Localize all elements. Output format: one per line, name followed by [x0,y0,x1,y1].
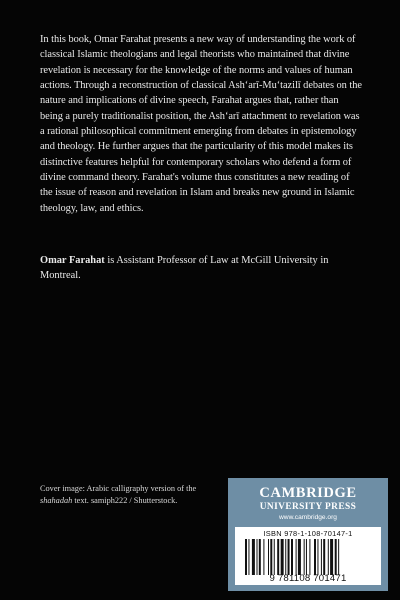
author-bio [40,253,362,284]
barcode-bar [317,539,318,575]
barcode-panel [235,527,381,585]
barcode-bar [309,539,310,575]
barcode-bar [335,539,337,575]
barcode-number: 9 781108 701471 [269,573,347,584]
barcode-bar [306,539,307,575]
credit-italic: shahadah [40,496,73,506]
barcode-bar [291,539,293,575]
back-cover-blurb: In this book, Omar Farahat presents a new way of understanding the work of classical Islamic theologians and legal theorists who maintained that divine revelation is necessary for the knowledge of the norms and values of human actions. Through a reconstruction of classical Ash‘arī-Mu‘tazilī debates on the nature and implications of divine speech, Farahat argues that, rather than being a purely traditionalist position, the Ash‘arī attachment to revelation was a rational philosophical commitment emerging from debates in epistemology and theology. He further argues that the particularity of this model makes its distinctive features helpful for contemporary scholars who defend a form of divine command theory. Farahat's volume thus constitutes a new reading of the issue of reason and revelation in Islam and breaks new ground in Islamic theology, law, and ethics. [40,34,362,214]
cover-image-credit [40,483,210,507]
barcode-bar [321,539,322,575]
barcode-bar [323,539,325,575]
barcode-bar [285,539,286,575]
barcode-bar [328,539,329,575]
barcode-bar [296,539,297,575]
author-bio-text: is Assistant Professor of Law at McGill University in Montreal. [40,255,329,282]
barcode-bar [298,539,301,575]
author-name: Omar Farahat [40,255,105,266]
credit-suffix: text. samiph222 / Shutterstock. [72,496,178,506]
barcode-bar [314,539,316,575]
isbn-label: ISBN 978-1-108-70147-1 [263,529,353,538]
barcode-bar [281,539,284,575]
barcode-bar [268,539,269,575]
barcode-icon [245,539,371,575]
barcode-bar [257,539,258,575]
barcode-bar [248,539,249,575]
publisher-press-label: UNIVERSITY PRESS [259,502,357,512]
barcode-bar [263,539,264,575]
barcode-bar [338,539,339,575]
publisher-url: www.cambridge.org [279,514,337,521]
barcode-bar [330,539,333,575]
credit-prefix: Cover image: Arabic calligraphy version of the [40,484,197,493]
barcode-bar [259,539,261,575]
barcode-bar [252,539,255,575]
barcode-bar [288,539,290,575]
barcode-bar [245,539,247,575]
publisher-block [228,478,388,591]
publisher-name: CAMBRIDGE [259,485,357,501]
barcode-bar [277,539,279,575]
barcode-bar [304,539,305,575]
barcode-bar [270,539,272,575]
barcode-bar [274,539,275,575]
